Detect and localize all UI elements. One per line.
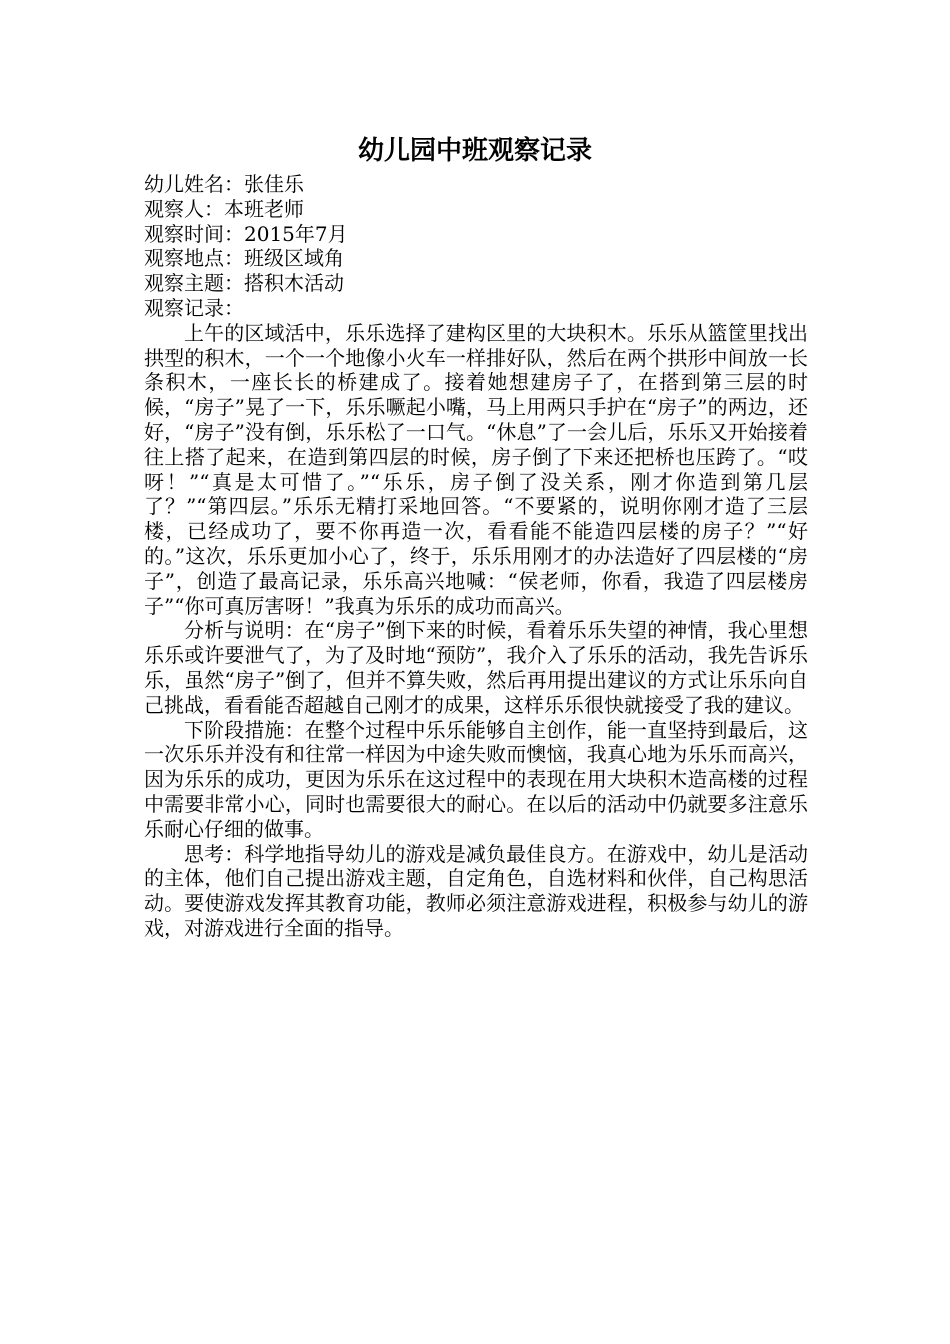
observer-line: 观察人：本班老师: [144, 196, 304, 221]
record-paragraph: 上午的区域活中，乐乐选择了建构区里的大块积木。乐乐从篮筐里找出拱型的积木，一个一个地像小火车一样排好队，然后在两个拱形中间放一长条积木，一座长长的桥建成了。接着她想建房子了，在搭到第三层的时候，“房子”晃了一下，乐乐噘起小嘴，马上用两只手护在“房子”的两边，还好，“房子”没有倒，乐乐松了一口气。“休息”了一会儿后，乐乐又开始接着往上搭了起来，在造到第四层的时候，房子倒了下来还把桥也压跨了。“哎呀！”“真是太可惜了。”“乐乐，房子倒了没关系，刚才你造到第几层了？”“第四层。”乐乐无精打采地回答。“不要紧的，说明你刚才造了三层楼，已经成功了，要不你再造一次，看看能不能造四层楼的房子？”“好的。”这次，乐乐更加小心了，终于，乐乐用刚才的办法造好了四层楼的“房子”，创造了最高记录，乐乐高兴地喊：“侯老师，你看，我造了四层楼房子”“你可真厉害呀！”我真为乐乐的成功而高兴。: [144, 320, 808, 618]
observation-record-label: 观察记录：: [144, 295, 244, 320]
observation-location-line: 观察地点：班级区域角: [144, 246, 344, 271]
document-title: 幼儿园中班观察记录: [357, 136, 592, 166]
next-steps-paragraph: 下阶段措施：在整个过程中乐乐能够自主创作，能一直坚持到最后，这一次乐乐并没有和往常一样因为中途失败而懊恼，我真心地为乐乐而高兴，因为乐乐的成功，更因为乐乐在这过程中的表现在用大块积木造高楼的过程中需要非常小心，同时也需要很大的耐心。在以后的活动中仍就要多注意乐乐耐心仔细的做事。: [144, 717, 808, 841]
observation-theme-line: 观察主题：搭积木活动: [144, 271, 344, 296]
analysis-paragraph: 分析与说明：在“房子”倒下来的时候，看着乐乐失望的神情，我心里想乐乐或许要泄气了，为了及时地“预防”，我介入了乐乐的活动，我先告诉乐乐，虽然“房子”倒了，但并不算失败，然后再用提出建议的方式让乐乐向自己挑战，看看能否超越自己刚才的成果，这样乐乐很快就接受了我的建议。: [144, 618, 808, 717]
child-name-line: 幼儿姓名：张佳乐: [144, 172, 304, 196]
document-body: [144, 172, 808, 941]
reflection-paragraph: 思考：科学地指导幼儿的游戏是减负最佳良方。在游戏中，幼儿是活动的主体，他们自己提出游戏主题，自定角色，自选材料和伙伴，自己构思活动。要使游戏发挥其教育功能，教师必须注意游戏进程，积极参与幼儿的游戏，对游戏进行全面的指导。: [144, 841, 808, 940]
observation-time-line: 观察时间：2015年7月: [144, 221, 348, 246]
